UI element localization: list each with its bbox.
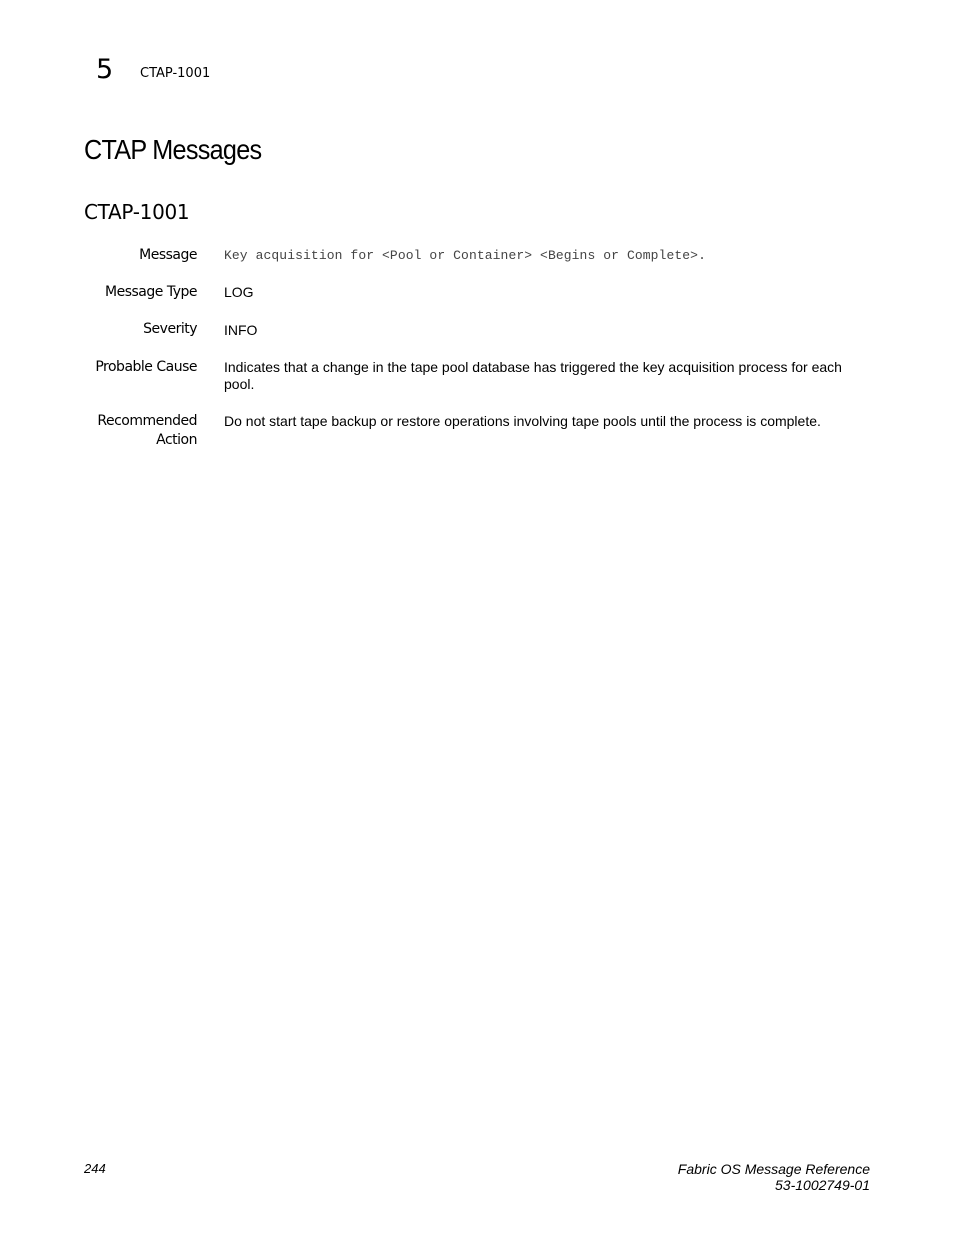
message-id-heading: CTAP-1001	[84, 200, 190, 224]
recommended-action-value: Do not start tape backup or restore operations involving tape pools until the process is complete.	[224, 413, 821, 429]
page-number: 244	[84, 1161, 106, 1176]
message-value: Key acquisition for <Pool or Container> <Begins or Complete>.	[224, 248, 706, 263]
severity-label: Severity	[143, 321, 197, 337]
recommended-action-label-line1: Recommended	[97, 413, 197, 429]
footer-doc-info	[678, 1161, 870, 1193]
probable-cause-label: Probable Cause	[95, 359, 197, 375]
running-head: CTAP-1001	[140, 66, 211, 81]
message-type-label: Message Type	[105, 284, 197, 300]
recommended-action-label	[67, 412, 197, 450]
message-label: Message	[139, 247, 197, 263]
message-type-value: LOG	[224, 284, 254, 300]
probable-cause-value: Indicates that a change in the tape pool database has triggered the key acquisition process for each pool.	[224, 359, 842, 392]
doc-title: Fabric OS Message Reference	[677, 1161, 870, 1177]
section-title: CTAP Messages	[84, 134, 262, 165]
chapter-number: 5	[96, 54, 114, 85]
severity-value: INFO	[224, 322, 258, 338]
doc-number: 53-1002749-01	[775, 1177, 870, 1193]
recommended-action-label-line2: Action	[156, 432, 197, 448]
